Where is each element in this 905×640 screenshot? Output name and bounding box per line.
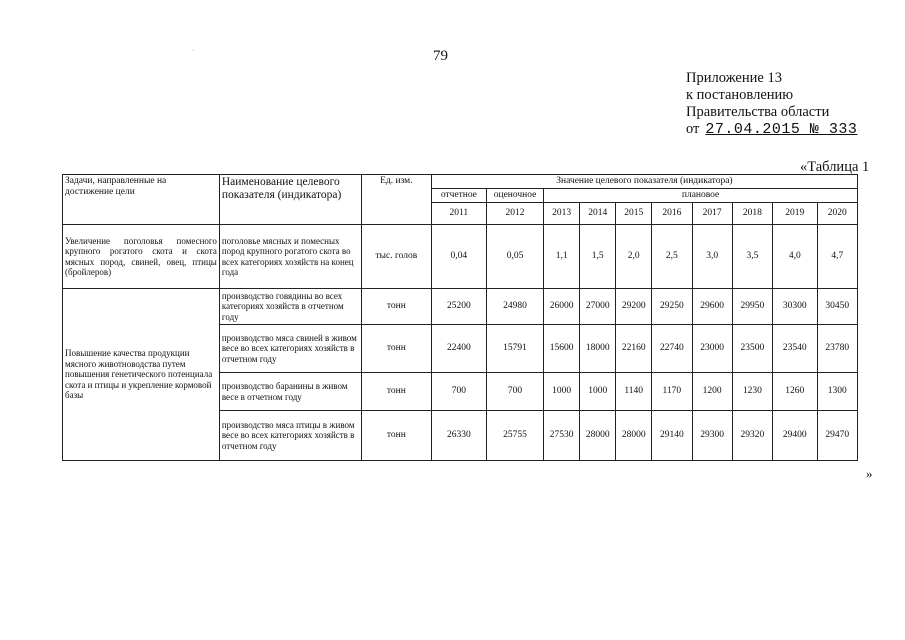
value-cell: 26330: [431, 411, 486, 461]
value-cell: 1230: [732, 373, 772, 411]
value-cell: 26000: [544, 289, 580, 325]
header-reported: отчетное: [431, 189, 486, 203]
table-row: [63, 225, 858, 289]
value-cell: 29300: [692, 411, 732, 461]
value-cell: 18000: [580, 325, 616, 373]
indicator-cell: поголовье мясных и помесных пород крупного рогатого скота во всех категориях хозяйств на конец года: [219, 225, 361, 289]
value-cell: 28000: [580, 411, 616, 461]
year-cell: 2017: [692, 203, 732, 225]
header-indicator: Наименование целевого показателя (индикатора): [219, 175, 361, 225]
value-cell: 22160: [616, 325, 652, 373]
value-cell: 4,0: [773, 225, 818, 289]
year-cell: 2019: [773, 203, 818, 225]
unit-cell: тонн: [361, 373, 431, 411]
value-cell: 23540: [773, 325, 818, 373]
table-row: [63, 289, 858, 325]
value-cell: 15600: [544, 325, 580, 373]
year-cell: 2013: [544, 203, 580, 225]
value-cell: 24980: [486, 289, 543, 325]
year-cell: 2015: [616, 203, 652, 225]
appendix-line-2: к постановлению: [686, 87, 794, 103]
value-cell: 1260: [773, 373, 818, 411]
indicator-cell: производство баранины в живом весе в отчетном году: [219, 373, 361, 411]
header-tasks: Задачи, направленные на достижение цели: [63, 175, 220, 225]
value-cell: 29600: [692, 289, 732, 325]
value-cell: 30450: [817, 289, 857, 325]
indicator-table: [62, 174, 858, 461]
value-cell: 25755: [486, 411, 543, 461]
value-cell: 23500: [732, 325, 772, 373]
value-cell: 27000: [580, 289, 616, 325]
year-cell: 2011: [431, 203, 486, 225]
value-cell: 700: [431, 373, 486, 411]
value-cell: 3,5: [732, 225, 772, 289]
value-cell: 1,1: [544, 225, 580, 289]
scan-mark: ·: [192, 46, 195, 55]
year-cell: 2014: [580, 203, 616, 225]
value-cell: 0,04: [431, 225, 486, 289]
value-cell: 1000: [580, 373, 616, 411]
value-cell: 4,7: [817, 225, 857, 289]
task-cell: Повышение качества продукции мясного животноводства путем повышения генетического потенциала скота и птицы и укрепление кормовой базы: [63, 289, 220, 461]
value-cell: 29400: [773, 411, 818, 461]
header-unit: Ед. изм.: [361, 175, 431, 225]
value-cell: 0,05: [486, 225, 543, 289]
indicator-cell: производство мяса свиней в живом весе во всех категориях хозяйств в отчетном году: [219, 325, 361, 373]
value-cell: 3,0: [692, 225, 732, 289]
year-cell: 2012: [486, 203, 543, 225]
header-value: Значение целевого показателя (индикатора): [431, 175, 857, 189]
unit-cell: тонн: [361, 289, 431, 325]
closing-quote: »: [866, 466, 873, 481]
value-cell: 15791: [486, 325, 543, 373]
value-cell: 25200: [431, 289, 486, 325]
year-cell: 2020: [817, 203, 857, 225]
value-cell: 27530: [544, 411, 580, 461]
year-cell: 2016: [652, 203, 692, 225]
value-cell: 22740: [652, 325, 692, 373]
value-cell: 1300: [817, 373, 857, 411]
value-cell: 2,5: [652, 225, 692, 289]
value-cell: 1170: [652, 373, 692, 411]
value-cell: 22400: [431, 325, 486, 373]
value-cell: 1200: [692, 373, 732, 411]
value-cell: 28000: [616, 411, 652, 461]
appendix-header: [686, 70, 857, 138]
date-prefix: от: [686, 121, 700, 137]
value-cell: 1,5: [580, 225, 616, 289]
value-cell: 29470: [817, 411, 857, 461]
value-cell: 1000: [544, 373, 580, 411]
unit-cell: тонн: [361, 411, 431, 461]
value-cell: 29320: [732, 411, 772, 461]
value-cell: 29950: [732, 289, 772, 325]
value-cell: 30300: [773, 289, 818, 325]
page-number: 79: [433, 48, 448, 64]
table-label: «Таблица 1: [800, 159, 870, 175]
header-estimated: оценочное: [486, 189, 543, 203]
value-cell: 29140: [652, 411, 692, 461]
value-cell: 23000: [692, 325, 732, 373]
unit-cell: тонн: [361, 325, 431, 373]
value-cell: 700: [486, 373, 543, 411]
year-cell: 2018: [732, 203, 772, 225]
unit-cell: тыс. голов: [361, 225, 431, 289]
value-cell: 23780: [817, 325, 857, 373]
indicator-cell: производство говядины во всех категориях хозяйств в отчетном году: [219, 289, 361, 325]
date-value: 27.04.2015 № 333: [705, 121, 858, 138]
appendix-line-3: Правительства области: [686, 104, 830, 120]
value-cell: 1140: [616, 373, 652, 411]
value-cell: 2,0: [616, 225, 652, 289]
header-row-1: [63, 175, 858, 189]
value-cell: 29200: [616, 289, 652, 325]
indicator-cell: производство мяса птицы в живом весе во всех категориях хозяйств в отчетном году: [219, 411, 361, 461]
appendix-date-line: [686, 121, 857, 138]
appendix-line-1: Приложение 13: [686, 70, 782, 86]
task-cell: Увеличение поголовья помесного крупного рогатого скота и скота мясных пород, свиней, овец, птицы (бройлеров): [63, 225, 220, 289]
header-planned: плановое: [544, 189, 858, 203]
value-cell: 29250: [652, 289, 692, 325]
